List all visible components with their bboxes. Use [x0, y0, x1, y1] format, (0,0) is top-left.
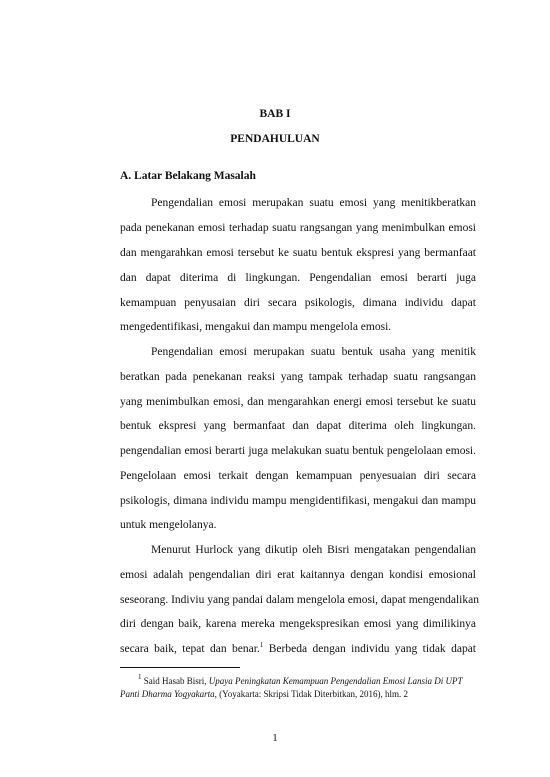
body-line: untuk mengelolanya.: [120, 519, 217, 531]
section-heading: A. Latar Belakang Masalah: [120, 170, 256, 182]
footnote-title: Upaya Peningkatan Kemampuan Pengendalian Emosi Lansia Di UPT: [208, 676, 463, 686]
chapter-number: BAB I: [259, 108, 291, 120]
body-line: Menurut Hurlock yang dikutip oleh Bisri mengatakan pengendalian: [151, 544, 476, 556]
body-line: [120, 642, 476, 656]
body-line: Pengelolaan emosi terkait dengan kemampuan penyesuaian diri secara: [120, 470, 476, 482]
body-line: Pengendalian emosi merupakan suatu emosi yang menitikberatkan: [151, 197, 476, 209]
page-number: 1: [272, 732, 278, 744]
body-line: Pengendalian emosi merupakan suatu bentuk usaha yang menitik: [151, 346, 476, 358]
body-line: psikologis, dimana individu mampu mengidentifikasi, mengakui dan mampu: [120, 495, 476, 507]
body-line: dan dapat diterima di lingkungan. Pengendalian emosi berarti juga: [120, 272, 476, 284]
body-line: diri dengan baik, karena mereka mengekspresikan emosi yang dimilikinya: [120, 618, 476, 630]
footnote-author: Said Hasab Bisri,: [143, 676, 207, 686]
footnote-title: Panti Dharma Yogyakarta: [120, 689, 215, 699]
footnote-line: [120, 688, 408, 700]
body-line: beratkan pada penekanan reaksi yang tampak terhadap suatu rangsangan: [120, 371, 476, 383]
body-line-text: secara baik, tepat dan benar.: [120, 643, 260, 655]
body-line: bentuk ekspresi yang bermanfaat dan dapat diterima oleh lingkungan.: [120, 420, 476, 432]
body-line: yang menimbulkan emosi, dan mengarahkan energi emosi tersebut ke suatu: [120, 396, 476, 408]
body-line: pengendalian emosi berarti juga melakukan suatu bentuk pengelolaan emosi.: [120, 445, 476, 457]
chapter-title: PENDAHULUAN: [230, 133, 320, 145]
body-line-text: Berbeda dengan individu yang tidak dapat: [268, 643, 476, 655]
footnote-publication: , (Yoyakarta: Skripsi Tidak Diterbitkan, 2016), hlm. 2: [214, 689, 409, 699]
body-line: pada penekanan emosi terhadap suatu rangsangan yang menimbulkan emosi: [120, 222, 476, 234]
footnote-line: [138, 675, 462, 687]
body-line: kemampuan penyusaian diri secara psikologis, dimana individu dapat: [120, 297, 476, 309]
body-line: emosi adalah pengendalian diri erat kaitannya dengan kondisi emosional: [120, 569, 476, 581]
body-line: seseorang. Indiviu yang pandai dalam mengelola emosi, dapat mengendalikan: [120, 594, 479, 606]
footnote-reference[interactable]: 1: [259, 641, 264, 649]
footnote-separator: [120, 667, 240, 668]
body-line: mengedentifikasi, mengakui dan mampu mengelola emosi.: [120, 321, 392, 333]
body-line: dan mengarahkan emosi tersebut ke suatu bentuk ekspresi yang bermanfaat: [120, 247, 476, 259]
footnote-marker: 1: [138, 673, 142, 681]
